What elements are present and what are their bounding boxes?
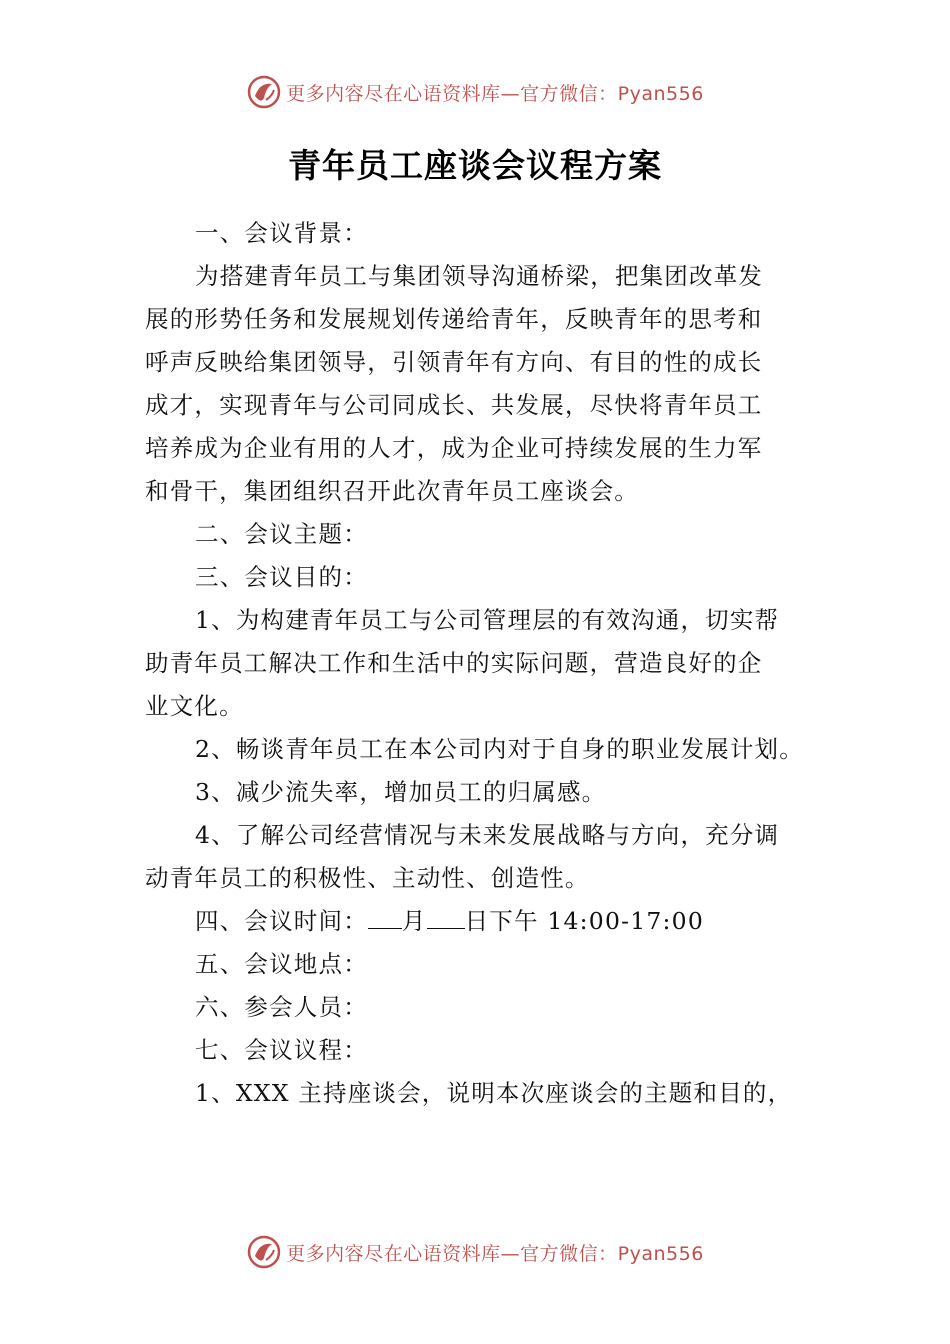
- text-line: 培养成为企业有用的人才，成为企业可持续发展的生力军: [145, 434, 763, 462]
- text-line: 五、会议地点：: [195, 950, 368, 978]
- text-line: 成才，实现青年与公司同成长、共发展，尽快将青年员工: [145, 391, 763, 419]
- text-line: 七、会议议程：: [195, 1036, 368, 1064]
- document-body: [145, 212, 813, 1115]
- text-line: 六、参会人员：: [195, 993, 368, 1021]
- text-line: 为搭建青年员工与集团领导沟通桥梁，把集团改革发: [195, 262, 764, 290]
- text-line: 2、畅谈青年员工在本公司内对于自身的职业发展计划。: [195, 735, 804, 763]
- text-line: 1、XXX 主持座谈会，说明本次座谈会的主题和目的，: [195, 1079, 793, 1107]
- document-title: 青年员工座谈会议程方案: [288, 146, 662, 185]
- month-label: 月: [401, 907, 427, 935]
- text-line: 展的形势任务和发展规划传递给青年，反映青年的思考和: [145, 305, 763, 333]
- text-line: 动青年员工的积极性、主动性、创造性。: [145, 864, 590, 892]
- meeting-time-line: [145, 900, 813, 943]
- text-line: 1、为构建青年员工与公司管理层的有效沟通，切实帮: [195, 606, 780, 634]
- text-line: 一、会议背景：: [195, 219, 368, 247]
- text-line: 助青年员工解决工作和生活中的实际问题，营造良好的企: [145, 649, 763, 677]
- text-line: 4、了解公司经营情况与未来发展战略与方向，充分调: [195, 821, 780, 849]
- meeting-time-label: 四、会议时间：: [195, 907, 368, 935]
- logo-icon: [246, 1234, 282, 1270]
- text-line: 3、减少流失率，增加员工的归属感。: [195, 778, 607, 806]
- day-time-label: 日下午 14:00-17:00: [464, 907, 704, 935]
- header-banner: [0, 70, 950, 114]
- text-line: 二、会议主题：: [195, 520, 368, 548]
- month-blank: [368, 906, 402, 929]
- text-line: 业文化。: [145, 692, 244, 720]
- text-line: 和骨干，集团组织召开此次青年员工座谈会。: [145, 477, 639, 505]
- footer-banner: [0, 1230, 950, 1274]
- day-blank: [427, 906, 465, 929]
- banner-text: 更多内容尽在心语资料库—官方微信：Pyan556: [286, 1242, 704, 1265]
- text-line: 三、会议目的：: [195, 563, 368, 591]
- banner-text: 更多内容尽在心语资料库—官方微信：Pyan556: [286, 82, 704, 105]
- logo-icon: [246, 74, 282, 110]
- text-line: 呼声反映给集团领导，引领青年有方向、有目的性的成长: [145, 348, 763, 376]
